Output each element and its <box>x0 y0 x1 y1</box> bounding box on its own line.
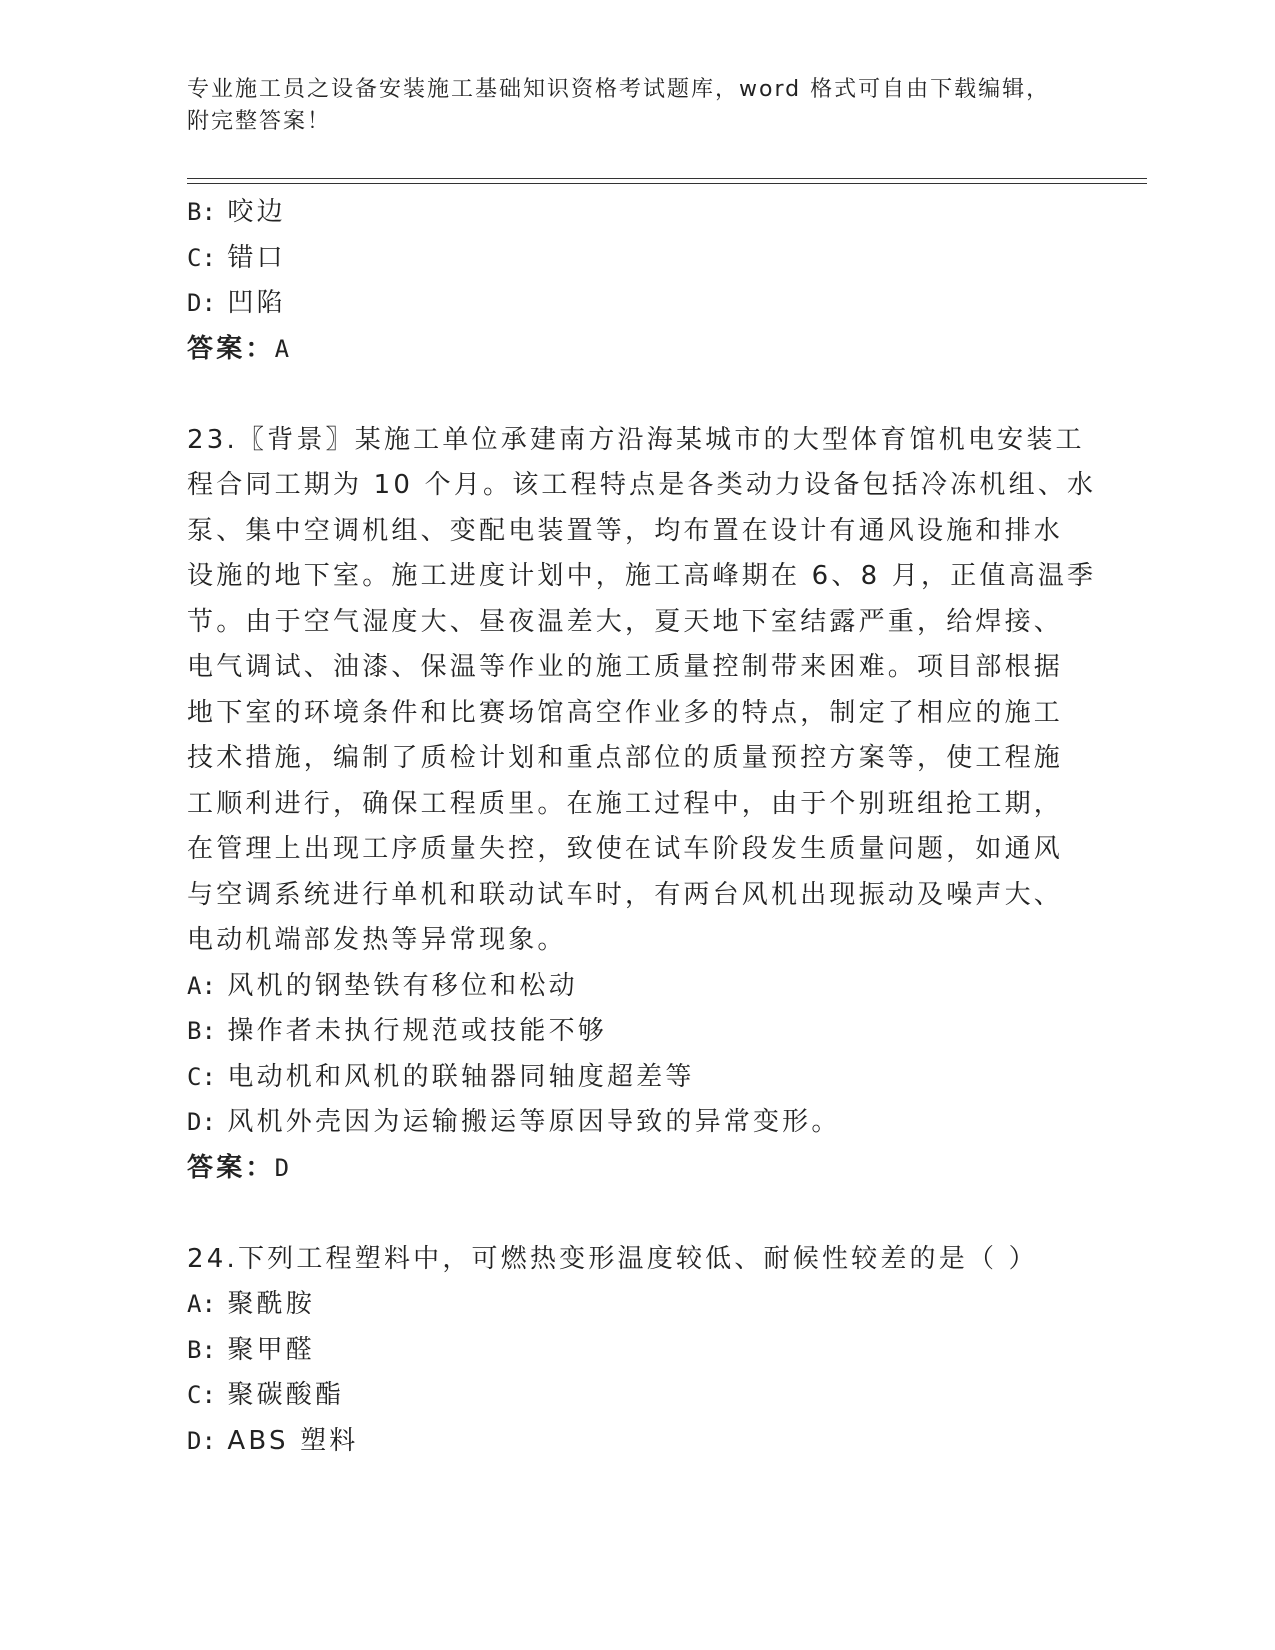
answer-label: 答案： <box>187 333 275 364</box>
option-text: ABS 塑料 <box>227 1425 359 1456</box>
question-stem-line: 泵、集中空调机组、变配电装置等，均布置在设计有通风设施和排水 <box>187 515 1064 546</box>
option-text: 风机外壳因为运输搬运等原因导致的异常变形。 <box>227 1107 841 1137</box>
option-key: D: <box>187 1108 216 1136</box>
question-22 <box>187 190 1087 372</box>
option-b <box>187 190 1087 236</box>
question-content <box>187 190 1097 1464</box>
option-key: C: <box>187 243 216 272</box>
option-c <box>187 1055 1087 1101</box>
option-text: 错口 <box>227 242 286 273</box>
question-23 <box>187 418 1097 1192</box>
option-c <box>187 236 1087 282</box>
option-text: 风机的钢垫铁有移位和松动 <box>227 970 578 1001</box>
option-text: 聚酰胺 <box>227 1289 315 1319</box>
option-key: C: <box>187 1062 216 1091</box>
option-key: C: <box>187 1381 216 1409</box>
question-stem-line: 电气调试、油漆、保温等作业的施工质量控制带来困难。项目部根据 <box>187 652 1064 682</box>
header-line-2: 附完整答案！ <box>187 109 332 134</box>
option-text: 咬边 <box>227 197 286 227</box>
question-stem-line: 在管理上出现工序质量失控，致使在试车阶段发生质量问题，如通风 <box>187 834 1064 864</box>
header-divider-bottom <box>187 183 1147 184</box>
option-key: D: <box>187 1426 216 1455</box>
option-text: 操作者未执行规范或技能不够 <box>227 1016 607 1046</box>
question-stem: 24.下列工程塑料中，可燃热变形温度较低、耐候性较差的是（ ） <box>187 1243 1038 1274</box>
answer <box>187 327 1087 373</box>
spacer <box>187 372 1087 418</box>
option-b <box>187 1009 1087 1055</box>
option-key: B: <box>187 1335 216 1364</box>
question-stem-line: 技术措施，编制了质检计划和重点部位的质量预控方案等，使工程施 <box>187 743 1064 773</box>
header-line-1: 专业施工员之设备安装施工基础知识资格考试题库，word 格式可自由下载编辑， <box>187 77 1051 102</box>
spacer <box>187 1191 1087 1237</box>
question-stem-line: 工顺利进行，确保工程质里。在施工过程中，由于个别班组抢工期， <box>187 788 1064 819</box>
question-stem-line: 电动机端部发热等异常现象。 <box>187 925 567 955</box>
question-24 <box>187 1237 1087 1465</box>
question-stem-line: 与空调系统进行单机和联动试车时，有两台风机出现振动及噪声大、 <box>187 879 1064 910</box>
header-divider-top <box>187 178 1147 179</box>
option-b <box>187 1328 1087 1374</box>
answer-value: D <box>274 1153 290 1182</box>
answer-label: 答案： <box>187 1152 275 1183</box>
option-a <box>187 964 1087 1010</box>
answer-value: A <box>274 334 290 363</box>
option-text: 凹陷 <box>227 288 286 318</box>
option-text: 聚甲醛 <box>227 1334 315 1365</box>
option-key: A: <box>187 1290 216 1318</box>
option-key: D: <box>187 289 216 317</box>
option-key: A: <box>187 971 216 1000</box>
document-header <box>187 74 1087 138</box>
option-text: 聚碳酸酯 <box>227 1380 345 1410</box>
question-stem-line: 23.〖背景〗某施工单位承建南方沿海某城市的大型体育馆机电安装工 <box>187 424 1085 455</box>
question-stem-line: 程合同工期为 10 个月。该工程特点是各类动力设备包括冷冻机组、水 <box>187 470 1097 500</box>
option-text: 电动机和风机的联轴器同轴度超差等 <box>227 1061 695 1092</box>
option-a <box>187 1282 1087 1328</box>
question-stem-line: 地下室的环境条件和比赛场馆高空作业多的特点，制定了相应的施工 <box>187 697 1064 728</box>
option-key: B: <box>187 1017 216 1045</box>
option-key: B: <box>187 198 216 226</box>
option-d <box>187 1419 1087 1465</box>
question-stem-line: 设施的地下室。施工进度计划中，施工高峰期在 6、8 月，正值高温季 <box>187 561 1097 591</box>
option-d <box>187 281 1087 327</box>
option-c <box>187 1373 1087 1419</box>
answer <box>187 1146 1087 1192</box>
option-d <box>187 1100 1087 1146</box>
question-stem-line: 节。由于空气湿度大、昼夜温差大，夏天地下室结露严重，给焊接、 <box>187 606 1064 637</box>
